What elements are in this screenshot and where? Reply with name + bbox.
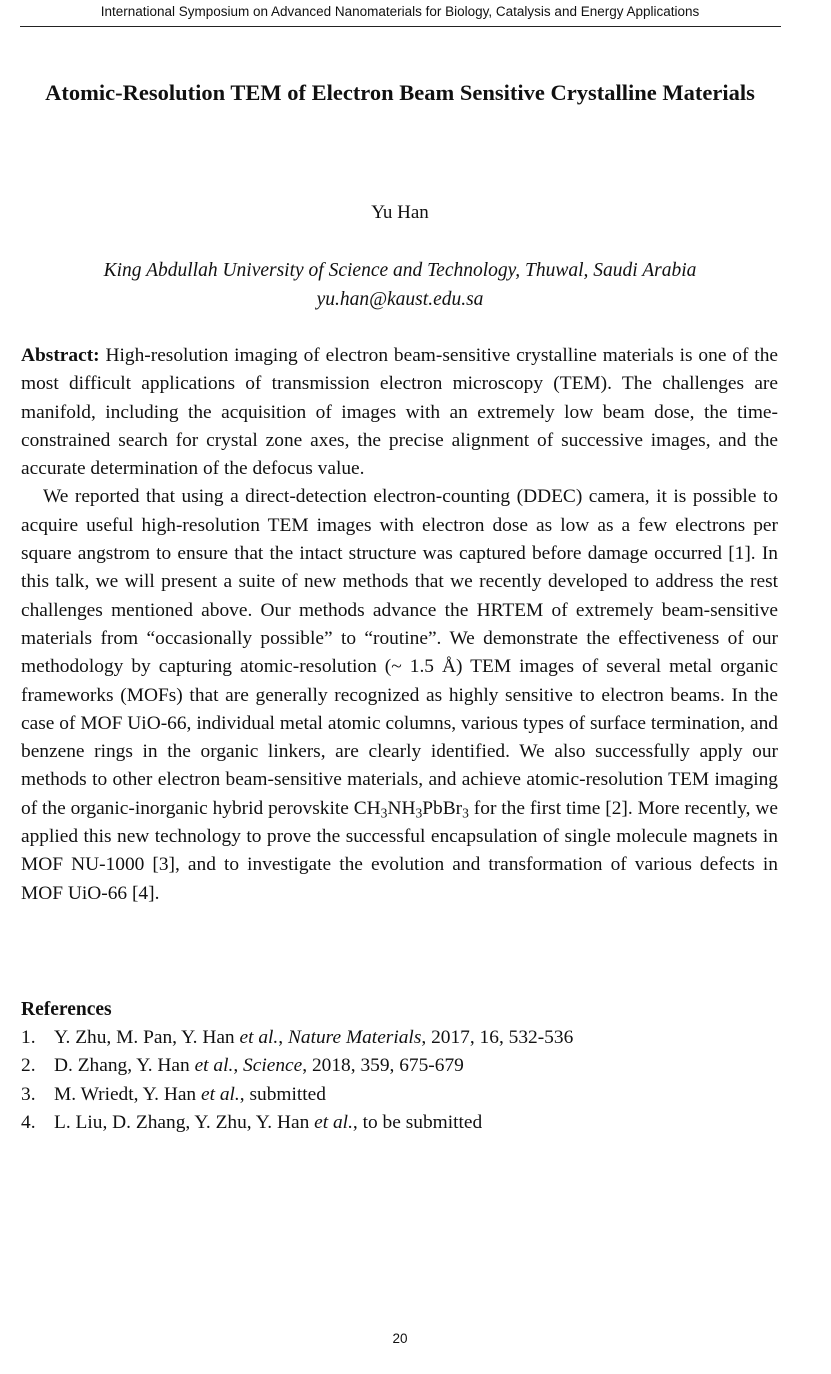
author-email: yu.han@kaust.edu.sa: [316, 289, 484, 310]
reference-authors: L. Liu, D. Zhang, Y. Zhu, Y. Han: [54, 1111, 315, 1133]
reference-etal: et al.: [314, 1111, 353, 1133]
reference-details: , 2018, 359, 675-679: [302, 1055, 464, 1077]
reference-item: [21, 1109, 778, 1137]
reference-authors: Y. Zhu, M. Pan, Y. Han: [54, 1027, 240, 1048]
reference-separator: ,: [233, 1055, 244, 1077]
running-header: International Symposium on Advanced Nanomaterials for Biology, Catalysis and Energy Applications: [100, 4, 700, 19]
reference-details: , submitted: [239, 1083, 326, 1105]
abstract-text-2a: We reported that using a direct-detection electron-counting (DDEC) camera, it is possible to acquire useful high-resolution TEM images with electron dose as low as a few electrons per square angstrom to ensure that the intact structure was captured before damage occurred [1]. In this talk, we will present a suite of new methods that we recently developed to address the rest challenges mentioned above. Our methods advance the HRTEM of extremely beam-sensitive materials from “occasionally possible” to “routine”. We demonstrate the effectiveness of our methodology by capturing atomic-resolution (~ 1.5 Å) TEM images of several metal organic frameworks (MOFs) that are generally recognized as highly sensitive to electron beams. In the case of MOF UiO-66, individual metal atomic columns, various types of surface termination, and benzene rings in the organic linkers, are clearly identified. We also successfully apply our methods to other electron beam-sensitive materials, and achieve atomic-resolution TEM imaging of the organic-inorganic hybrid perovskite CH: [21, 486, 778, 819]
abstract-text-1: High-resolution imaging of electron beam-sensitive crystalline materials is one of the most difficult applications of transmission electron microscopy (TEM). The challenges are manifold, including the acquisition of images with an extremely low beam dose, the time-constrained search for crystal zone axes, the precise alignment of successive images, and the accurate determination of the defocus value.: [21, 345, 778, 480]
reference-details: , to be submitted: [352, 1111, 483, 1133]
reference-details: , 2017, 16, 532-536: [421, 1027, 574, 1048]
reference-etal: et al.: [239, 1027, 279, 1048]
formula-part: NH: [387, 797, 416, 819]
formula-subscript: 3: [415, 805, 423, 821]
reference-authors: D. Zhang, Y. Han: [54, 1055, 195, 1077]
paper-title: Atomic-Resolution TEM of Electron Beam Sensitive Crystalline Materials: [45, 80, 755, 105]
abstract-paragraph-1: [21, 342, 778, 483]
reference-journal: Nature Materials: [287, 1027, 422, 1048]
reference-separator: ,: [278, 1027, 288, 1048]
reference-item: [21, 1024, 778, 1052]
affiliation-block: [20, 256, 780, 314]
page-number: 20: [392, 1331, 408, 1346]
reference-number: 4.: [21, 1111, 36, 1133]
references-heading: References: [21, 999, 112, 1020]
reference-number: 3.: [21, 1083, 36, 1105]
author-name: Yu Han: [371, 202, 429, 223]
formula-subscript: 3: [462, 805, 469, 821]
affiliation: King Abdullah University of Science and Technology, Thuwal, Saudi Arabia: [103, 260, 697, 281]
abstract-text-2b: for the first time [2]. More recently, we applied this new technology to prove the successful encapsulation of single molecule magnets in MOF NU-1000 [3], and to investigate the evolution and transformation of various defects in MOF UiO-66 [4].: [21, 797, 778, 904]
formula-subscript: 3: [380, 805, 388, 821]
reference-journal: Science: [243, 1055, 303, 1077]
reference-list: [21, 1024, 778, 1137]
reference-number: 1.: [21, 1027, 36, 1048]
reference-etal: et al.: [200, 1083, 240, 1105]
formula-part: PbBr: [422, 797, 463, 819]
abstract-paragraph-2: [21, 483, 778, 907]
abstract-section: [21, 342, 778, 908]
abstract-label: Abstract:: [21, 345, 100, 366]
reference-number: 2.: [21, 1055, 36, 1077]
header-rule: [20, 26, 781, 27]
reference-item: [21, 1052, 778, 1080]
reference-etal: et al.: [194, 1055, 234, 1077]
reference-item: [21, 1081, 778, 1109]
reference-authors: M. Wriedt, Y. Han: [54, 1083, 201, 1105]
